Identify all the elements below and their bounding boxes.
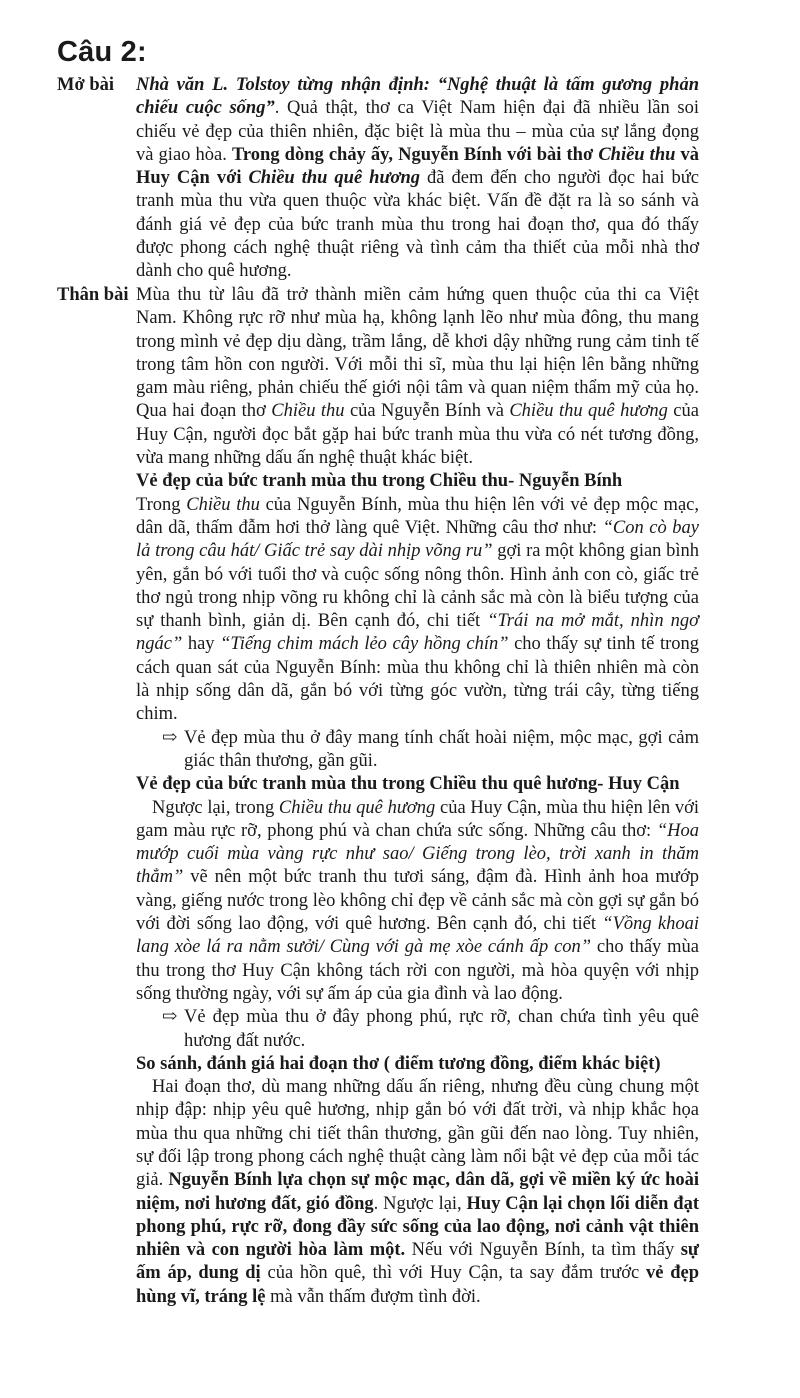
conclusion-line-1	[136, 727, 699, 774]
text-run: vẽ nên một bức tranh thu tươi sáng, đậm đà. Hình ảnh hoa mướp vàng, giếng nước trong lèo không chỉ đẹp về cảnh sắc mà còn gợi sự gắn bó với đời sống lao động, với quê hương. Bên cạnh đó, chi tiết	[136, 867, 699, 935]
text-run: Chiều thu	[598, 144, 676, 165]
section-label-mo-bai: Mở bài	[57, 75, 115, 95]
text-run: Ngược lại, trong	[152, 797, 279, 818]
text-run: “Con cò bay lả trong câu hát/ Giấc trẻ say dài nhịp võng ru”	[136, 517, 699, 562]
huy-can-paragraph	[136, 797, 699, 1007]
conclusion-text-1: Vẻ đẹp mùa thu ở đây mang tính chất hoài niệm, mộc mạc, gợi cảm giác thân thương, gần gũi.	[184, 727, 699, 771]
text-run: gợi ra một không gian bình yên, gắn bó với tuổi thơ và cuộc sống nông thôn. Hình ảnh con cò, giấc trẻ thơ ngủ trong nhịp võng ru không chỉ là cảnh sắc mà còn là biểu tượng của sự thanh bình, giản dị. Bên cạnh đó, chi tiết	[136, 541, 699, 632]
text-run: “Vồng khoai lang xòe lá ra nằm sưởi/ Cùng với gà mẹ xòe cánh ấp con”	[136, 914, 699, 958]
text-run: “Tiếng chim mách lẻo cây hồng chín”	[220, 634, 509, 655]
mo-bai-paragraph	[136, 74, 699, 284]
text-run: của Huy Cận, người đọc bắt gặp hai bức tranh mùa thu vừa có nét tương đồng, vừa mang những dấu ấn nghệ thuật khác biệt.	[136, 401, 699, 469]
section-body-mo-bai	[136, 74, 699, 284]
heading-huy-can: Vẻ đẹp của bức tranh mùa thu trong Chiều thu quê hương- Huy Cận	[136, 774, 680, 795]
text-run: vẻ đẹp hùng vĩ, tráng lệ	[136, 1263, 699, 1307]
than-bai-intro-paragraph	[136, 284, 699, 470]
nguyen-binh-paragraph	[136, 494, 699, 727]
text-run: cho thấy sự tinh tế trong cách quan sát của Nguyễn Bính: mùa thu không chỉ là thiên nhiên mà còn là nhịp sống dân dã, gắn bó với từng góc vườn, từng trái cây, từng tiếng chim.	[136, 634, 699, 725]
text-run: sự ấm áp, dung dị	[136, 1240, 700, 1284]
text-run: của hồn quê, thì với Huy Cận, ta say đắm trước	[260, 1263, 646, 1284]
text-run: của Nguyễn Bính và	[344, 401, 510, 422]
arrow-right-icon: ⇨	[162, 1007, 178, 1028]
arrow-right-icon: ⇨	[162, 727, 178, 748]
so-sanh-paragraph	[136, 1076, 699, 1309]
text-run: Nhà văn L. Tolstoy từng nhận định: “Nghệ thuật là tấm gương phản chiếu cuộc sống”	[136, 75, 699, 119]
text-run: Chiều thu	[271, 401, 345, 422]
text-run: Chiều thu quê hương	[248, 168, 421, 189]
text-run: “Hoa mướp cuối mùa vàng rực như sao/ Giếng trong lèo, trời xanh in thăm thẳm”	[136, 820, 699, 888]
text-run: mà vẫn thấm đượm tình đời.	[265, 1286, 481, 1307]
text-run: của Nguyễn Bính, mùa thu hiện lên với vẻ đẹp mộc mạc, dân dã, thấm đẫm hơi thở làng quê Việt. Những câu thơ như:	[136, 494, 699, 538]
text-run: Nếu với Nguyễn Bính, ta tìm thấy	[405, 1240, 681, 1261]
text-run: Chiều thu quê hương	[509, 401, 668, 422]
text-run: đã đem đến cho người đọc hai bức tranh mùa thu vừa quen thuộc vừa khác biệt. Vấn đề đặt ra là so sánh và đánh giá vẻ đẹp của bức tranh mùa thu trong hai đoạn thơ, qua đó thấy được phong cách nghệ thuật riêng và tình cảm tha thiết của mỗi nhà thơ dành cho quê hương.	[136, 168, 699, 282]
text-run: và Huy Cận với	[136, 144, 699, 189]
conclusion-text-2: Vẻ đẹp mùa thu ở đây phong phú, rực rỡ, chan chứa tình yêu quê hương đất nước.	[184, 1007, 699, 1051]
text-run: . Ngược lại,	[373, 1193, 467, 1214]
text-run: Trong dòng chảy ấy, Nguyễn Bính với bài thơ	[231, 144, 599, 165]
text-run: . Quả thật, thơ ca Việt Nam hiện đại đã nhiều lần soi chiếu vẻ đẹp của thiên nhiên, đặc biệt là mùa thu – mùa của sự lắng đọng và giao hòa.	[136, 98, 700, 165]
text-run: Mùa thu từ lâu đã trở thành miền cảm hứng quen thuộc của thi ca Việt Nam. Không rực rỡ như mùa hạ, không lạnh lẽo như mùa đông, thu mang trong mình vẻ đẹp dịu dàng, trầm lắng, dễ khơi dậy những rung cảm tinh tế trong tâm hồn con người. Với mỗi thi sĩ, mùa thu lại hiện lên bằng những gam màu riêng, phản chiếu thế giới nội tâm và quan niệm thẩm mỹ của họ. Qua hai đoạn thơ	[136, 285, 699, 422]
section-label-than-bai: Thân bài	[57, 285, 129, 305]
heading-so-sanh: So sánh, đánh giá hai đoạn thơ ( điểm tương đồng, điểm khác biệt)	[136, 1053, 661, 1074]
text-run: Trong	[136, 494, 187, 515]
text-run: của Huy Cận, mùa thu hiện lên với gam màu rực rỡ, phong phú và chan chứa sức sống. Những câu thơ:	[136, 797, 699, 841]
page-title: Câu 2:	[57, 36, 147, 68]
heading-nguyen-binh: Vẻ đẹp của bức tranh mùa thu trong Chiều thu- Nguyễn Bính	[136, 471, 623, 492]
section-body-than-bai	[136, 284, 699, 1309]
text-run: hay	[182, 634, 221, 655]
text-run: Huy Cận lại chọn lối diễn đạt phong phú, rực rỡ, đong đầy sức sống của lao động, nơi cảnh vật thiên nhiên và con người hòa làm một.	[136, 1193, 699, 1261]
text-run: “Trái na mở mắt, nhìn ngơ ngác”	[136, 611, 699, 655]
text-run: Nguyễn Bính lựa chọn sự mộc mạc, dân dã, gợi về miền ký ức hoài niệm, nơi hương đất, gió đồng	[136, 1170, 699, 1214]
text-run: Chiều thu	[186, 494, 260, 515]
conclusion-line-2	[136, 1006, 699, 1053]
text-run: Chiều thu quê hương	[278, 797, 436, 818]
text-run: cho thấy mùa thu trong thơ Huy Cận không tách rời con người, mà hòa quyện với nhịp sống thường ngày, với sự ấm áp của gia đình và lao động.	[136, 937, 699, 1004]
text-run: Hai đoạn thơ, dù mang những dấu ấn riêng, nhưng đều cùng chung một nhịp đập: nhịp yêu quê hương, nhịp gắn bó với đất trời, và nhịp khắc họa mùa thu qua những chi tiết thân thương, gần gũi đến nao lòng. Tuy nhiên, sự đối lập trong phong cách nghệ thuật càng làm nổi bật vẻ đẹp của mỗi tác giả.	[136, 1077, 699, 1191]
